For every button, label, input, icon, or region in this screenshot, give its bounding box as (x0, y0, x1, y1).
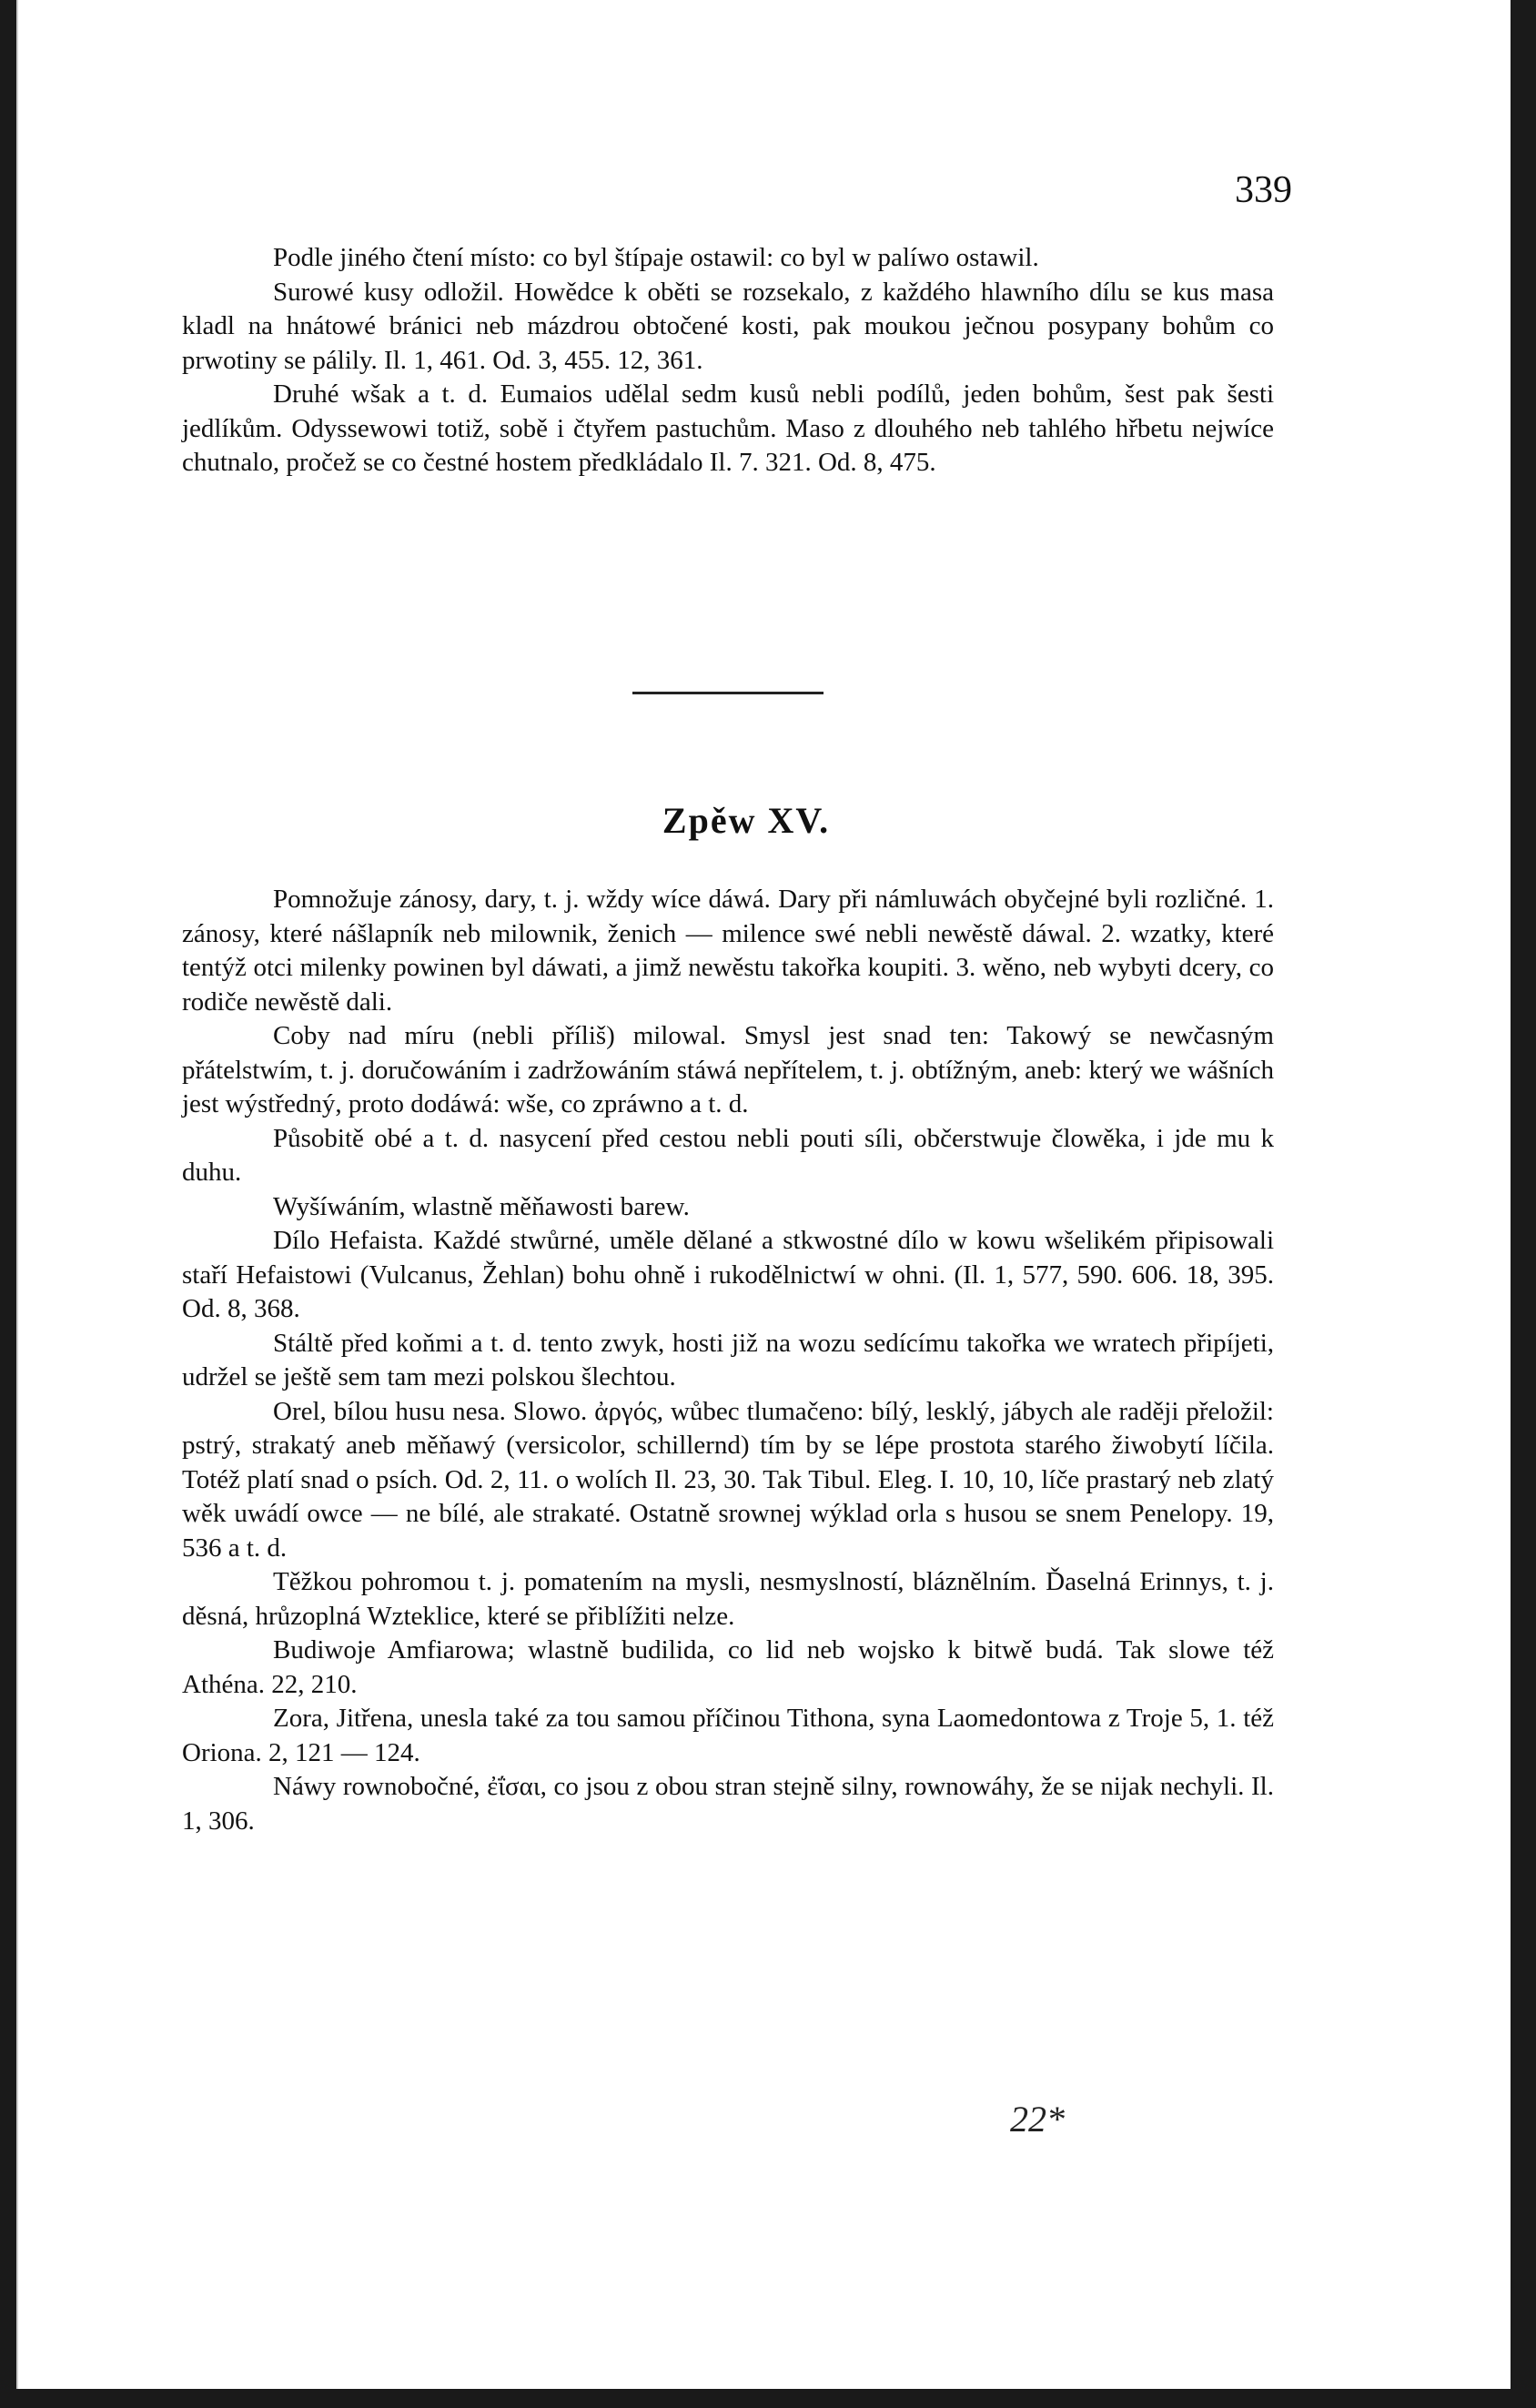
note-paragraph: Těžkou pohromou t. j. pomatením na mysli, nesmyslností, bláznělním. Ďaselná Erinnys, t. j. děsná, hrůzoplná Wzteklice, které se přiblížiti nelze. (182, 1567, 1274, 1631)
note-paragraph: Orel, bílou husu nesa. Slowo. ἀργός, wůbec tlumačeno: bílý, lesklý, jábych ale raději přeložil: pstrý, strakatý aneb měňawý (versicolor, schillernd) tím by se lépe prostota starého žiwobytí líčila. Totéž platí snad o psích. Od. 2, 11. o wolích Il. 23, 30. Tak Tibul. Eleg. I. 10, 10, líče prastarý neb zlatý wěk uwádí owce — ne bílé, ale strakaté. Ostatně srownej wýklad orla s husou se snem Penelopy. 19, 536 a t. d. (182, 1396, 1274, 1563)
note-paragraph: Wyšíwáním, wlastně měňawosti barew. (273, 1191, 690, 1221)
page-number: 339 (1235, 169, 1292, 211)
note-paragraph: Coby nad míru (nebli příliš) milowal. Smysl jest snad ten: Takowý se newčasným přátelstwím, t. j. doručowáním i zadržowáním stáwá nepřítelem, t. j. obtížným, aneb: který we wášních jest wýstředný, proto dodáwá: wše, co zpráwno a t. d. (182, 1021, 1274, 1118)
note-paragraph: Druhé wšak a t. d. Eumaios udělal sedm kusů nebli podílů, jeden bohům, šest pak šesti jedlíkům. Odyssewowi totiž, sobě i čtyřem pastuchům. Maso z dlouhého neb tahlého hřbetu nejwíce chutnalo, pročež se co čestné hostem předkládalo Il. 7. 321. Od. 8, 475. (182, 379, 1274, 477)
notes-top-section (182, 241, 1274, 481)
note-paragraph: Budiwoje Amfiarowa; wlastně budilida, co lid neb wojsko k bitwě budá. Tak slowe též Athéna. 22, 210. (182, 1635, 1274, 1699)
note-paragraph: Podle jiného čtení místo: co byl štípaje ostawil: co byl w palíwo ostawil. (273, 243, 1039, 272)
note-paragraph: Stáltě před koňmi a t. d. tento zwyk, hosti již na wozu sedícímu takořka we wratech připíjeti, udržel se ještě sem tam mezi polskou šlechtou. (182, 1328, 1274, 1391)
note-paragraph: Zora, Jitřena, unesla také za tou samou příčinou Tithona, syna Laomedontowa z Troje 5, 1. též Oriona. 2, 121 — 124. (182, 1704, 1274, 1767)
note-paragraph: Surowé kusy odložil. Howědce k oběti se rozsekalo, z každého hlawního dílu se kus masa kladl na hnátowé bránici neb mázdrou obtočené kosti, pak moukou ječnou posypany bohům co prwotiny se pálily. Il. 1, 461. Od. 3, 455. 12, 361. (182, 277, 1274, 375)
section-divider (632, 692, 824, 694)
notes-main-section (182, 883, 1274, 1838)
note-paragraph: Působitě obé a t. d. nasycení před cestou nebli pouti síli, občerstwuje člowěka, i jde mu k duhu. (182, 1123, 1274, 1187)
chapter-title: Zpěw XV. (662, 800, 831, 841)
book-page (16, 0, 1511, 2389)
note-paragraph: Pomnožuje zánosy, dary, t. j. wždy wíce dáwá. Dary při námluwách obyčejné byli rozličné. 1. zánosy, které nášlapník neb milownik, ženich — milence swé nebli newěstě dáwal. 2. wzatky, které tentýž otci milenky powinen byl dáwati, a jimž newěstu takořka koupiti. 3. wěno, neb wybyti dcery, co rodiče newěstě dali. (182, 885, 1274, 1017)
printer-signature-mark: 22* (1010, 2099, 1065, 2140)
note-paragraph: Náwy rownobočné, ἐΐσαι, co jsou z obou stran stejně silny, rownowáhy, že se nijak nechyli. Il. 1, 306. (182, 1772, 1274, 1836)
note-paragraph: Dílo Hefaista. Každé stwůrné, uměle dělané a stkwostné dílo w kowu wšelikém připisowali staří Hefaistowi (Vulcanus, Žehlan) bohu ohně i rukodělnictwí w ohni. (Il. 1, 577, 590. 606. 18, 395. Od. 8, 368. (182, 1226, 1274, 1323)
